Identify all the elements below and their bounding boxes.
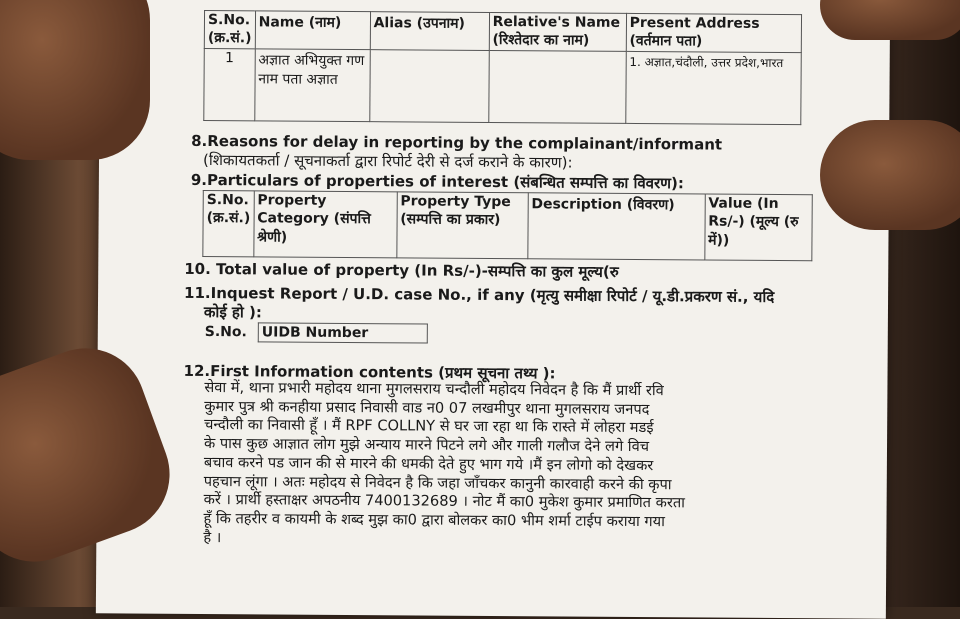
section-12-title: 12.First Information contents (प्रथम सूचना तथ्य ):: [183, 361, 556, 383]
section-10-title: 10. Total value of property (In Rs/-)-सम्पत्ति का कुल मूल्य(रु: [184, 259, 619, 281]
fir-document-page: [96, 0, 890, 619]
fir-line: कुमार पुत्र श्री कनहीया प्रसाद निवासी वाड न0 07 लखमीपुर थाना मुगलसराय जनपद: [204, 397, 650, 418]
fir-line: सेवा में, थाना प्रभारी महोदय थाना मुगलसराय चन्दौली महोदय निवेदन है कि मैं प्रार्थी रवि: [204, 378, 664, 400]
section-8-subtitle: (शिकायतकर्ता / सूचनाकर्ता द्वारा रिपोर्ट देरी से दर्ज कराने के कारण):: [202, 150, 573, 172]
accused-header-sno: S.No. (क्र.सं.): [204, 10, 255, 48]
property-header-value: Value (In Rs/-) (मूल्य (रु में)): [704, 194, 812, 261]
accused-table: [203, 10, 802, 125]
accused-cell-sno: 1: [204, 48, 255, 120]
fir-line: के पास कुछ आज्ञात लोग मुझे अन्याय मारने पिटने लगे और गाली गलौज देने लगे विच: [203, 435, 650, 456]
accused-header-alias: Alias (उपनाम): [370, 12, 489, 51]
accused-cell-relative: [488, 50, 625, 123]
left-hand-top: [0, 0, 150, 160]
section-9-title: 9.Particulars of properties of interest (संबन्धित सम्पत्ति का विवरण):: [190, 170, 684, 193]
accused-header-relative: Relative's Name (रिश्तेदार का नाम): [489, 12, 626, 51]
fir-line: चन्दौली का निवासी हूँ । मैं RPF COLLNY से घर जा रहा था कि रास्ते में लोहरा मडई: [204, 416, 654, 437]
property-header-type: Property Type (सम्पत्ति का प्रकार): [396, 192, 527, 259]
right-hand-fingers: [820, 120, 960, 230]
fir-line: करें । प्रार्थी हस्ताक्षर अपठनीय 7400132689 । नोट मैं का0 मुकेश कुमार प्रमाणित करता: [203, 491, 686, 512]
section-8: [191, 132, 722, 174]
right-hand-top: [820, 0, 960, 40]
accused-header-name: Name (नाम): [255, 11, 370, 50]
property-table: [202, 190, 812, 261]
accused-cell-name: अज्ञात अभियुक्त गण नाम पता अज्ञात: [254, 49, 369, 122]
inquest-header-uidb: UIDB Number: [258, 323, 427, 343]
property-header-category: Property Category (संपत्ति श्रेणी): [253, 191, 396, 258]
fir-line: पहचान लूंगा । अतः महोदय से निवेदन है कि जहा जाँचकर कानुनी कारवाही करने की कृपा: [203, 472, 672, 493]
accused-cell-address: 1. अज्ञात,चंदौली, उत्तर प्रदेश,भारत: [625, 51, 801, 124]
inquest-table: [202, 322, 428, 344]
section-8-title: 8.Reasons for delay in reporting by the complainant/informant: [191, 131, 723, 154]
fir-line: है ।: [203, 528, 222, 546]
section-11: [184, 284, 774, 326]
accused-header-address: Present Address (वर्तमान पता): [626, 13, 802, 52]
inquest-header-sno: S.No.: [204, 323, 247, 340]
property-header-sno: S.No. (क्र.सं.): [203, 190, 254, 256]
fir-line: हूँ कि तहरीर व कायमी के शब्द मुझ का0 द्वारा बोलकर का0 भीम शर्मा टाईप कराया गया: [203, 509, 665, 531]
first-information-text: [203, 379, 759, 551]
property-header-description: Description (विवरण): [527, 193, 704, 260]
section-11-title-cont: कोई हो ):: [203, 302, 262, 322]
section-11-title: 11.Inquest Report / U.D. case No., if any (मृत्यु समीक्षा रिपोर्ट / यू.डी.प्रकरण सं., यदि: [184, 283, 775, 306]
fir-line: बचाव करने पड जान की से मारने की धमकी देते हुए भाग गये ।मैं इन लोगो को देखकर: [203, 453, 654, 474]
accused-cell-alias: [369, 50, 488, 123]
